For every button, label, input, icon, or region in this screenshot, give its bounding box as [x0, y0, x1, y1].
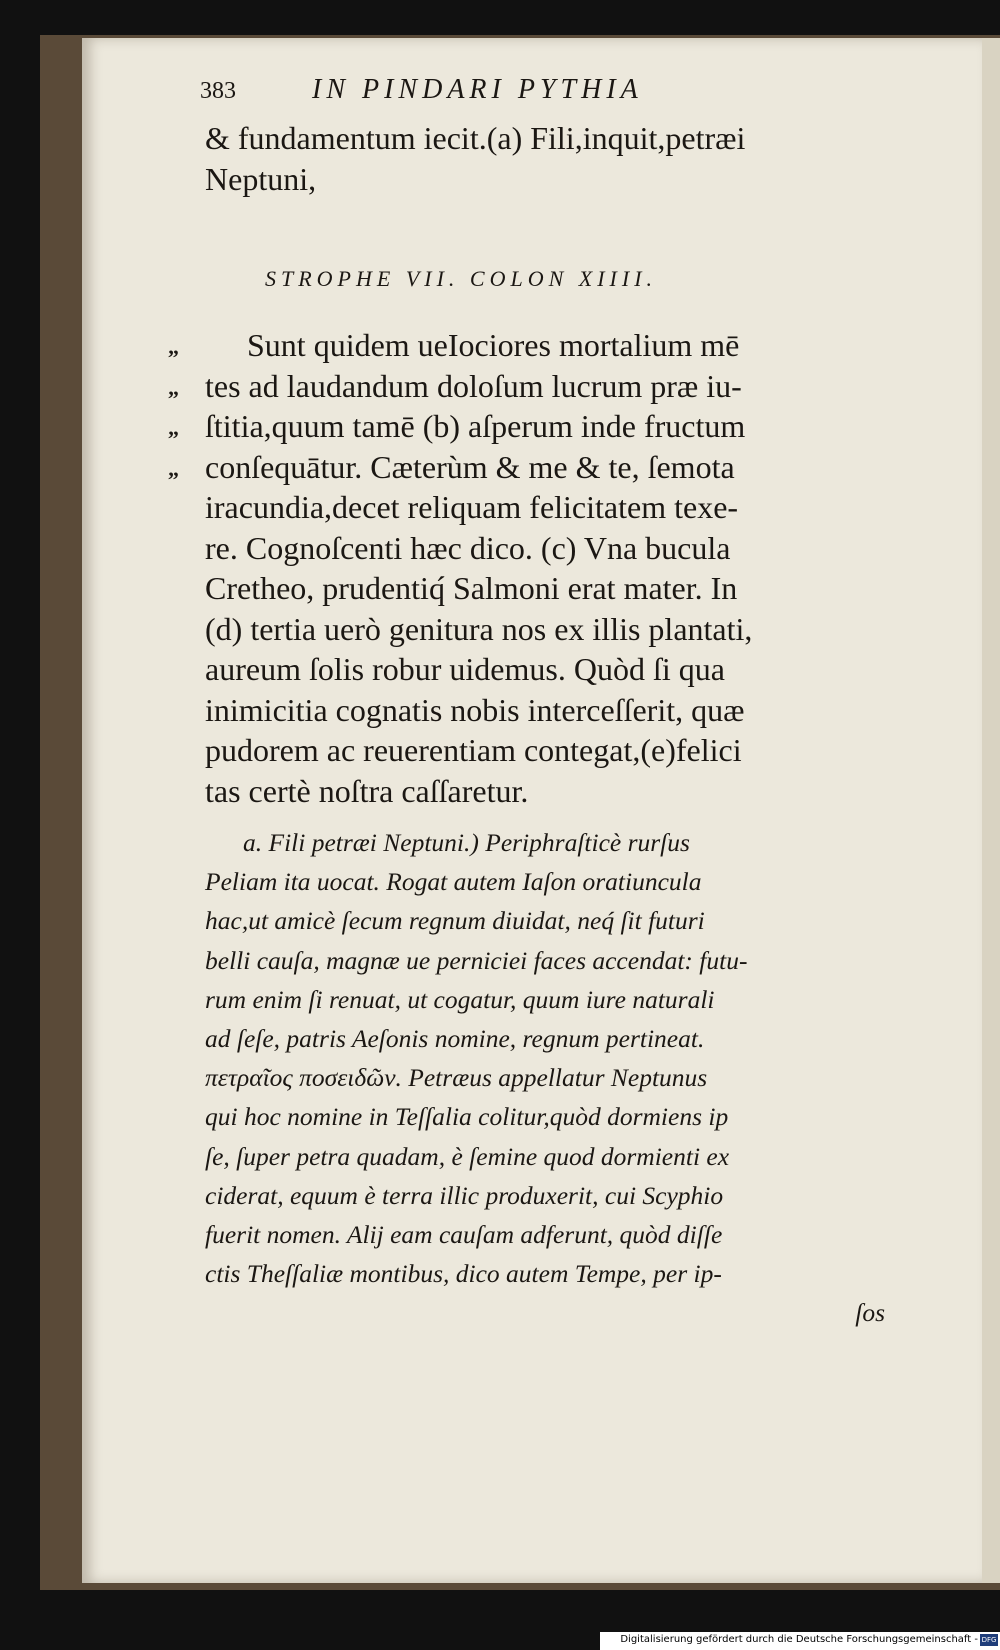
- quotation-mark: „: [168, 374, 177, 400]
- text-line: [168, 406, 885, 447]
- quotation-mark: „: [168, 455, 177, 481]
- text-line: [205, 568, 885, 609]
- commentary-line: Peliam ita uocat. Rogat autem Iaſon oratiuncula: [205, 867, 702, 897]
- text-line: [168, 325, 885, 366]
- funding-note: Digitalisierung gefördert durch die Deutsche Forschungsgemeinschaft -: [620, 1634, 978, 1645]
- commentary-line: belli cauſa, magnæ ue perniciei faces accendat: futu-: [205, 945, 748, 975]
- text-line: [205, 609, 885, 650]
- page-number: 383: [200, 78, 236, 104]
- line-text: (d) tertia uerò genitura nos ex illis plantati,: [205, 610, 753, 647]
- text-line: Neptuni,: [205, 160, 317, 197]
- commentary-line: qui hoc nomine in Teſſalia colitur,quòd dormiens ip: [205, 1102, 729, 1132]
- text-line: & fundamentum iecit.(a) Fili,inquit,petræi: [205, 120, 746, 156]
- text-line: [205, 487, 885, 528]
- main-text: [168, 325, 885, 811]
- line-text: conſequātur. Cæterùm & me & te, ſemota: [205, 448, 735, 485]
- text-line: [205, 771, 885, 812]
- commentary-line: ciderat, equum è terra illic produxerit, cui Scyphio: [205, 1180, 724, 1210]
- text-line: [205, 690, 885, 731]
- text-line: [168, 366, 885, 407]
- strophe-heading: STROPHE VII. COLON XIIII.: [265, 266, 658, 291]
- text-line: [205, 730, 885, 771]
- line-text: ſtitia,quum tamē (b) aſperum inde fructum: [205, 408, 746, 444]
- line-text: Sunt quidem ueIociores mortalium mē: [247, 327, 740, 363]
- commentary-line: πετραῖος ποσειδῶν. Petræus appellatur Neptunus: [205, 1063, 708, 1093]
- line-text: Cretheo, prudentiq́ Salmoni erat mater. In: [205, 570, 738, 606]
- commentary-line: a. Fili petræi Neptuni.) Periphraſticè rurſus: [243, 828, 690, 857]
- intro-text: [205, 118, 885, 199]
- commentary-line: ctis Theſſaliæ montibus, dico autem Tempe, per ip-: [205, 1259, 722, 1289]
- text-line: [205, 528, 885, 569]
- commentary-line: fuerit nomen. Alij eam cauſam adferunt, quòd diſſe: [205, 1219, 723, 1249]
- line-text: iracundia,decet reliquam felicitatem texe-: [205, 489, 739, 525]
- commentary-block: [205, 823, 885, 1332]
- funding-footer: [600, 1632, 1000, 1650]
- line-text: inimicitia cognatis nobis interceſſerit, quæ: [205, 691, 745, 728]
- catchword: ſos: [855, 1298, 885, 1328]
- commentary-line: rum enim ſi renuat, ut cogatur, quum iure naturali: [205, 984, 715, 1014]
- line-text: aureum ſolis robur uidemus. Quòd ſi qua: [205, 651, 725, 687]
- commentary-line: ſe, ſuper petra quadam, è ſemine quod dormienti ex: [205, 1141, 730, 1171]
- commentary-line: hac,ut amicè ſecum regnum diuidat, neq́ ſit futuri: [205, 906, 705, 936]
- quotation-mark: „: [168, 334, 177, 359]
- quotation-mark: „: [168, 415, 177, 440]
- line-text: tas certè noſtra caſſaretur.: [205, 772, 529, 809]
- dfg-logo: DFG: [981, 1636, 997, 1644]
- page-header: [200, 74, 860, 114]
- running-head: IN PINDARI PYTHIA: [312, 74, 643, 105]
- line-text: tes ad laudandum doloſum lucrum præ iu-: [205, 367, 742, 404]
- commentary-line: ad ſeſe, patris Aeſonis nomine, regnum pertineat.: [205, 1023, 705, 1053]
- text-line: [205, 649, 885, 690]
- line-text: pudorem ac reuerentiam contegat,(e)felici: [205, 732, 742, 768]
- text-line: [168, 447, 885, 488]
- line-text: re. Cognoſcenti hæc dico. (c) Vna bucula: [205, 529, 731, 566]
